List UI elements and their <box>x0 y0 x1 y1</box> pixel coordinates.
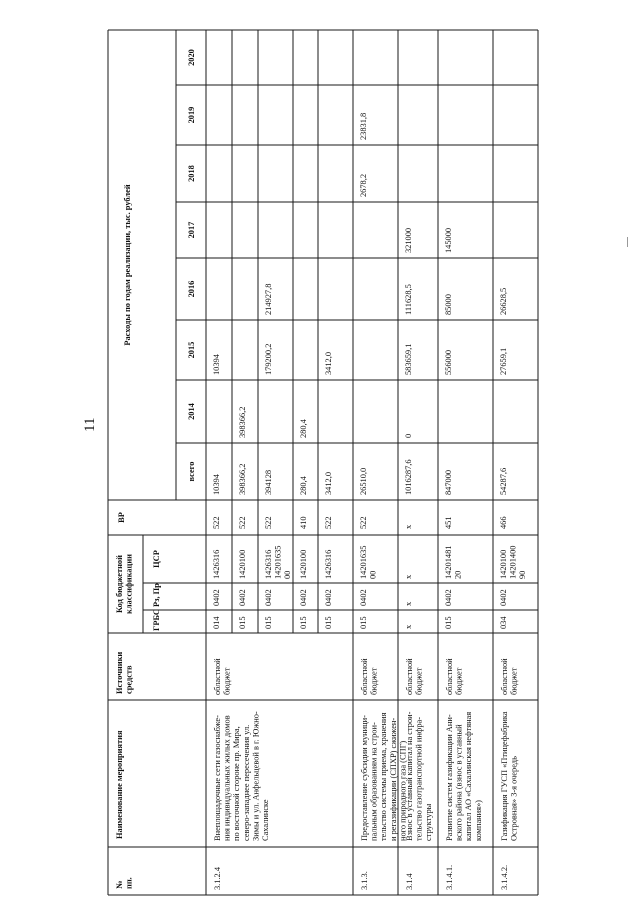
cell-grbs: x <box>404 624 413 629</box>
cell-y2014: 280,4 <box>299 419 308 438</box>
header-csr: ЦСР <box>152 550 161 568</box>
cell-vr: 522 <box>212 516 221 529</box>
row-num: 3.1.4.1. <box>445 864 454 890</box>
cell-vr: 522 <box>324 516 333 529</box>
header-year-2015: 2015 <box>187 341 196 359</box>
header-expenses: Расходы по годам реализации, тыс. рублей <box>123 184 132 346</box>
cell-total: 10394 <box>212 474 221 495</box>
cell-total: 280,4 <box>299 476 308 495</box>
cell-csr: 1426316 <box>324 549 333 579</box>
cell-rzpr: 0402 <box>359 589 368 606</box>
table-body <box>108 30 538 895</box>
header-year-2014: 2014 <box>187 403 196 420</box>
header-name: Наименование мероприятия <box>115 730 124 839</box>
row-source: областнойбюджет <box>445 658 464 695</box>
header-total: всего <box>187 461 196 482</box>
cell-rzpr: 0402 <box>299 589 308 606</box>
cell-csr: 1420163500 <box>359 545 378 579</box>
cell-y2015: 179200,2 <box>264 343 273 375</box>
cell-y2015: 27659,1 <box>499 347 508 375</box>
cell-vr: 410 <box>299 516 308 529</box>
cell-y2018: 2678,2 <box>359 173 368 197</box>
cell-y2016: 85000 <box>444 294 453 315</box>
cell-y2019: 23831,8 <box>359 112 368 140</box>
cell-vr: 522 <box>238 516 247 529</box>
row-num: 3.1.4 <box>405 873 414 890</box>
header-source: Источникисредств <box>115 651 134 694</box>
header-year-2019: 2019 <box>187 106 196 124</box>
cell-grbs: 014 <box>212 616 221 629</box>
row-source: областнойбюджет <box>500 658 519 695</box>
cell-total: 1016287,6 <box>404 459 413 495</box>
cell-total: 394128 <box>264 469 273 495</box>
header-grbs: ГРБС <box>152 609 161 631</box>
cell-total: 26510,0 <box>359 467 368 495</box>
cell-rzpr: 0402 <box>264 589 273 606</box>
header-rzpr: Рз, Пр <box>152 583 161 607</box>
row-name: Взнос в уставный капитал на строи-тельство газотранспортной инфра-структуры <box>405 711 434 841</box>
cell-total: 54287,6 <box>499 467 508 495</box>
cell-vr: 451 <box>444 516 453 529</box>
row-num: 3.1.3. <box>360 871 369 890</box>
cell-grbs: 034 <box>499 616 508 629</box>
cell-y2016: 214927,8 <box>264 283 273 315</box>
cell-total: 398366,2 <box>238 463 247 495</box>
row-source: областнойбюджет <box>360 658 379 695</box>
cell-y2016: 26628,5 <box>499 287 508 315</box>
cell-csr: 14263161420163500 <box>264 545 293 579</box>
cell-vr: 522 <box>264 516 273 529</box>
page-number: 11 <box>82 417 98 432</box>
cell-csr: 14201001420140090 <box>499 545 528 579</box>
row-num: 3.1.4.2. <box>500 864 509 890</box>
cell-y2017: 145000 <box>444 227 453 253</box>
cell-rzpr: 0402 <box>499 589 508 606</box>
cell-total: 847000 <box>444 469 453 495</box>
row-source: областнойбюджет <box>213 658 232 695</box>
cell-grbs: 015 <box>444 616 453 629</box>
row-name: Предоставление субсидии муници-пальным образованиям на строи-тельство системы приема, храненияи регазификации (СПХР) сжижен-ного природного газа (СПГ) <box>360 712 408 841</box>
header-num: №пп. <box>115 877 134 889</box>
cell-csr: 1420148120 <box>444 545 463 579</box>
cell-rzpr: 0402 <box>238 589 247 606</box>
cell-y2015: 556000 <box>444 349 453 375</box>
header-vr: ВР <box>117 512 126 523</box>
cell-rzpr: 0402 <box>324 589 333 606</box>
cell-csr: 1426316 <box>212 549 221 579</box>
cell-grbs: 015 <box>324 616 333 629</box>
header-year-2017: 2017 <box>187 221 196 239</box>
cell-vr: 522 <box>359 516 368 529</box>
cell-csr: 1420100 <box>299 549 308 579</box>
row-name: Внеплощадочные сети газоснабже-ния индивидуальных жилых домовпо восточной стороне пр. Мира,северо-западнее пересечения ул.Зимы и ул. Анфельцевой в г. Южно-Сахалинске <box>213 711 270 841</box>
header-year-2018: 2018 <box>187 165 196 182</box>
cell-y2015: 3412,0 <box>324 351 333 375</box>
header-year-2016: 2016 <box>187 280 196 298</box>
cell-y2014: 0 <box>404 433 413 438</box>
cell-vr: 466 <box>499 516 508 529</box>
row-name: Газификация ГУСП «ПтицефабрикаОстровная» 3-я очередь <box>500 711 519 841</box>
cell-y2016: 111628,5 <box>404 284 413 315</box>
cell-grbs: 015 <box>264 616 273 629</box>
row-num: 3.1.2.4 <box>213 866 222 890</box>
cell-grbs: 015 <box>238 616 247 629</box>
cell-y2015: 10394 <box>212 354 221 375</box>
cell-csr: 1420100 <box>238 549 247 579</box>
header-budget-code: Код бюджетнойклассификации <box>115 554 134 614</box>
cell-total: 3412,0 <box>324 471 333 495</box>
cell-rzpr: 0402 <box>444 589 453 606</box>
cell-y2015: 583659,1 <box>404 343 413 375</box>
row-source: областнойбюджет <box>405 658 424 695</box>
header-year-2020: 2020 <box>187 49 196 66</box>
cell-grbs: 015 <box>359 616 368 629</box>
cell-vr: x <box>404 524 413 529</box>
cell-csr: x <box>404 574 413 579</box>
row-name: Развитие систем газификации Ани-вского района (взнос в уставныйкапитал АО «Сахалинская нефтянаякомпания») <box>445 711 483 841</box>
cell-rzpr: 0402 <box>212 589 221 606</box>
cell-y2017: 321000 <box>404 227 413 253</box>
cell-y2014: 398366,2 <box>238 406 247 438</box>
cell-rzpr: x <box>404 601 413 606</box>
cell-grbs: 015 <box>299 616 308 629</box>
